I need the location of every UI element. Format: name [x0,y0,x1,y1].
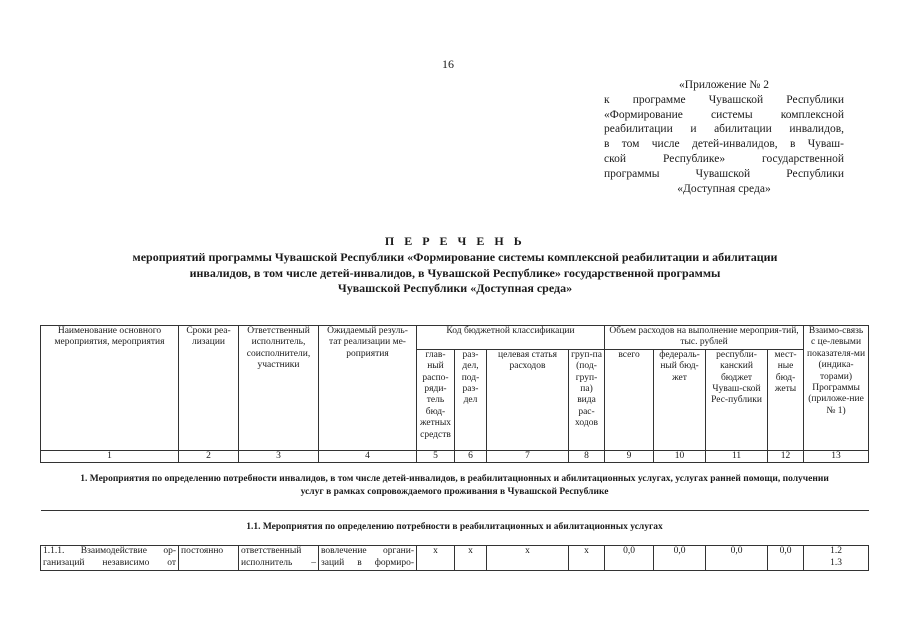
column-numbers-row [41,450,869,462]
executor-line: исполнитель – [241,557,316,568]
measure-name-line: 1.1.1. Взаимодействие ор- [43,546,176,557]
title-line: инвалидов, в том числе детей-инвалидов, в Чувашской Республике» государственной программы [189,265,721,280]
column-number: 6 [455,450,487,462]
column-number: 7 [487,450,569,462]
code-section: x [455,546,487,571]
header-result: Ожидаемый резуль-тат реализации ме-роприятия [319,326,417,451]
measure-name [41,546,179,571]
appendix-line: «Доступная среда» [677,182,771,195]
header-executor: Ответственный исполнитель, соисполнители, участники [239,326,319,451]
document-title [40,234,870,297]
code-main-manager: x [417,546,455,571]
header-expense-group: груп-па (под-груп-па) вида рас-ходов [569,349,605,450]
indicator-ref: 1.2 [830,546,842,557]
volume-federal: 0,0 [654,546,706,571]
header-target-item: целевая статья расходов [487,349,569,450]
header-expense-volume: Объем расходов на выполнение мероприя-тий, тыс. рублей [605,326,804,350]
appendix-line: ской Республике» государственной [604,152,844,165]
appendix-note [604,78,844,196]
measure-executor [239,546,319,571]
header-main-manager: глав-ный распо-ряди-тель бюд-жетных средств [417,349,455,450]
column-number: 8 [569,450,605,462]
column-number: 3 [239,450,319,462]
code-target-item: x [487,546,569,571]
appendix-line: программы Чувашской Республики [604,167,844,180]
volume-total: 0,0 [605,546,654,571]
appendix-line: в том числе детей-инвалидов, в Чуваш- [604,138,844,151]
appendix-line: к программе Чувашской Республики [604,93,844,106]
header-row [41,326,869,350]
volume-republic: 0,0 [706,546,768,571]
volume-local: 0,0 [768,546,804,571]
column-number: 4 [319,450,417,462]
result-line: заций в формиро- [321,557,414,568]
title-line: мероприятий программы Чувашской Республики «Формирование системы комплексной реабилитации и абилитации [132,250,778,264]
column-number: 13 [804,450,869,462]
column-number: 5 [417,450,455,462]
table-row [41,546,869,571]
section-heading: 1. Мероприятия по определению потребности инвалидов, в том числе детей-инвалидов, в реабилитационных и абилитационных услугах, услугах ранней помощи, получении услуг в рамках сопровождаемого проживания в Чувашской Республике [41,462,869,510]
indicator-ref: 1.3 [830,557,842,568]
appendix-line: «Приложение № 2 [679,79,769,91]
header-indicators-link: Взаимо-связь с це-левыми показателя-ми (индика-торами) Программы (приложе-ние № 1) [804,326,869,451]
header-budget-code: Код бюджетной классификации [417,326,605,350]
header-federal: федераль-ный бюд-жет [654,349,706,450]
measure-result [319,546,417,571]
header-republic: республи-канский бюджет Чуваш-ской Рес-публики [706,349,768,450]
measures-table [40,325,869,571]
column-number: 10 [654,450,706,462]
result-line: вовлечение органи- [321,546,414,557]
column-number: 11 [706,450,768,462]
executor-line: ответственный [241,546,302,557]
header-total: всего [605,349,654,450]
appendix-line: «Формирование системы комплексной [604,108,844,121]
subsection-row [41,510,869,545]
column-number: 2 [179,450,239,462]
measure-term: постоянно [179,546,239,571]
title-main: П Е Р Е Ч Е Н Ь [384,234,526,248]
indicators-link [804,546,869,571]
section-row [41,462,869,510]
page-number: 16 [442,57,454,71]
header-term: Сроки реа-лизации [179,326,239,451]
column-number: 12 [768,450,804,462]
header-section: раз-дел, под-раз-дел [455,349,487,450]
subsection-heading: 1.1. Мероприятия по определению потребности в реабилитационных и абилитационных услугах [41,510,869,545]
header-name: Наименование основного мероприятия, мероприятия [41,326,179,451]
measure-name-line: ганизаций независимо от [43,557,176,568]
column-number: 1 [41,450,179,462]
appendix-line: реабилитации и абилитации инвалидов, [604,123,844,136]
column-number: 9 [605,450,654,462]
header-local: мест-ные бюд-жеты [768,349,804,450]
code-expense-group: x [569,546,605,571]
title-line: Чувашской Республики «Доступная среда» [337,281,573,295]
